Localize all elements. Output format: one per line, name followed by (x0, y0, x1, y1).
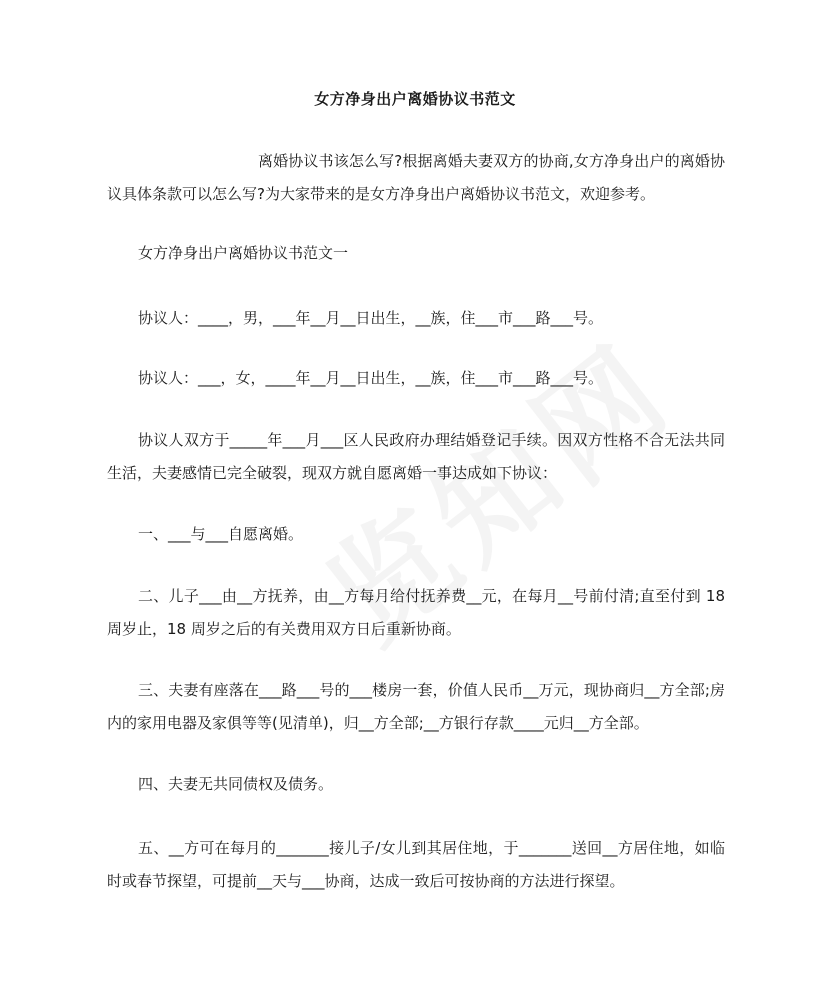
party-female-line: 协议人：___，女，____年__月__日出生，__族，住___市___路___号。 (138, 369, 604, 387)
preamble-paragraph: 协议人双方于_____年___月___区人民政府办理结婚登记手续。因双方性格不合无法共同生活，夫妻感情已完全破裂，现双方就自愿离婚一事达成如下协议： (107, 431, 725, 482)
clause-4: 四、夫妻无共同债权及债务。 (138, 775, 334, 793)
clause-3: 三、夫妻有座落在___路___号的___楼房一套，价值人民币__万元，现协商归__方全部;房内的家用电器及家俱等等(见清单)，归__方全部;__方银行存款____元归__方全部。 (107, 681, 725, 732)
clause-1: 一、___与___自愿离婚。 (138, 525, 304, 543)
clause-2: 二、儿子___由__方抚养，由__方每月给付抚养费__元，在每月__号前付清;直至付到 18 周岁止，18 周岁之后的有关费用双方日后重新协商。 (107, 587, 725, 638)
document-title: 女方净身出户离婚协议书范文 (314, 90, 516, 108)
clause-5: 五、__方可在每月的_______接儿子/女儿到其居住地，于_______送回__方居住地，如临时或春节探望，可提前__天与___协商，达成一致后可按协商的方法进行探望。 (107, 839, 725, 890)
intro-paragraph: 离婚协议书该怎么写?根据离婚夫妻双方的协商,女方净身出户的离婚协议具体条款可以怎么写?为大家带来的是女方净身出户离婚协议书范文，欢迎参考。 (107, 152, 725, 203)
section-heading: 女方净身出户离婚协议书范文一 (138, 244, 349, 262)
party-male-line: 协议人：____，男，___年__月__日出生，__族，住___市___路___号。 (138, 309, 604, 327)
